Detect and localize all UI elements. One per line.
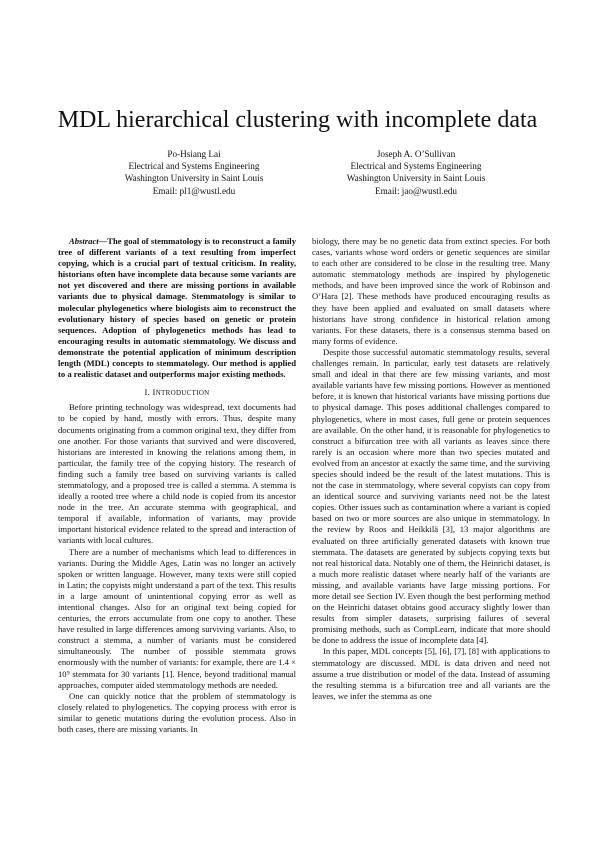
body-paragraph: Despite those successful automatic stemmatology results, several challenges remain. In particular, early test datasets are relatively small and ideal in that there are few missing variants, and most available variants have few missing portions. However as mentioned before, it is known that historical variants have missing portions due to physical damage. This poses additional challenges compared to phylogenetics, where in most cases, full gene or protein sequences are available. On the other hand, it is reasonable for phylogenetics to construct a bifurcation tree with all variants as leaves since there rarely is an occasion where more than two species mutated and evolved from an ancestor at exactly the same time, and the surviving species should indeed be the result of the latest mutations. This is not the case in stemmatology, where several copyists can copy from an identical source and surviving variants need not be the latest copies. Other issues such as contamination where a variant is copied based on two or more sources are also unique in stemmatology. In the review by Roos and Heikkilä [3], 13 major algorithms are evaluated on three artificially generated datasets with known true stemmata. The datasets are generated by subjects copying texts but not real historical data. Notably one of them, the Heinrichi dataset, is a much more realistic dataset where nearly half of the variants are missing, and available variants have large missing portions. For more detail see Section IV. Even though the best performing method on the Heinrichi dataset obtains good accuracy slightly lower than results from simpler datasets, surprising failures of several promising methods, such as CompLearn, indicate that more should be done to address the issue of incomplete data [4]. <box>312 346 550 646</box>
body-paragraph: In this paper, MDL concepts [5], [6], [7], [8] with applications to stemmatology are discussed. MDL is data driven and need not assume a true distribution or model of the data. Instead of assuming the resulting stemma is a bifurcation tree and all variants are the leaves, we infer the stemma as one <box>312 646 550 701</box>
section-first-letter: I <box>152 387 156 398</box>
author-block-1 <box>74 148 314 197</box>
author-university: Washington University in Saint Louis <box>346 173 486 184</box>
right-column <box>312 236 550 702</box>
body-paragraph: biology, there may be no genetic data from extinct species. For both cases, variants whose word orders or genetic sequences are similar to each other are considered to be close in the resulting tree. Many automatic stemmatology methods are inspired by phylogenetic methods, and have been improved since the work of Robinson and O’Hara [2]. These methods have produced encouraging results as they have been applied and evaluated on small datasets where historians have strong confidence in historical relation among variants. For these datasets, there is a consensus stemma based on many forms of evidence. <box>312 236 550 346</box>
section-title-rest: NTRODUCTION <box>155 389 210 398</box>
abstract <box>58 236 296 380</box>
author-email: Email: jao@wustl.edu <box>375 185 457 196</box>
body-paragraph: There are a number of mechanisms which lead to differences in variants. During the Middle Ages, Latin was no longer an actively spoken or written language. However, many texts were still copied in Latin; the copyists might understand a part of the text. This results in a large amount of unintentional copying error as well as intentional changes. Also for an original text being copied for centuries, the errors accumulate from one copy to another. These have resulted in large differences among surviving variants. Also, to construct a stemma, a number of variants must be considered simultaneously. The number of possible stemmata grows enormously with the number of variants: for example, there are 1.4 × 10⁹ stemmata for 30 variants [1]. Hence, beyond traditional manual approaches, computer aided stemmatology methods are needed. <box>58 546 296 690</box>
section-numeral: I. <box>144 387 151 398</box>
author-name: Joseph A. O’Sullivan <box>376 149 456 159</box>
author-university: Washington University in Saint Louis <box>124 173 264 184</box>
left-column <box>58 236 296 735</box>
abstract-text: —The goal of stemmatology is to reconstruct a family tree of different variants of a text resulting from imperfect copying, which is a crucial part of textual criticism. In reality, historians often have incomplete data because some variants are not yet discovered and there are missing portions in available variants due to physical damage. Stemmatology is similar to molecular phylogenetics where biologists aim to reconstruct the evolutionary history of species based on genetic or protein sequences. Adoption of phylogenetics methods has lead to encouraging results in automatic stemmatology. We discuss and demonstrate the potential application of minimum description length (MDL) concepts to stemmatology. Our method is applied to a realistic dataset and outperforms major existing methods. <box>58 236 296 380</box>
author-email: Email: pl1@wustl.edu <box>152 185 236 196</box>
paper-title: MDL hierarchical clustering with incomplete data <box>57 107 538 133</box>
body-paragraph: One can quickly notice that the problem of stemmatology is closely related to phylogenetics. The copying process with error is similar to genetic mutations during the evolution process. Also in both cases, there are missing variants. In <box>58 690 296 735</box>
abstract-label: Abstract <box>69 236 99 246</box>
author-block-2 <box>296 148 536 197</box>
body-paragraph: Before printing technology was widespread, text documents had to be copied by hand, mostly with errors. Thus, despite many documents originating from a common original text, they differ from one another. For those variants that survived and were discovered, historians are interested in knowing the relations among them, in particular, the family tree of the copying history. The research of finding such a family tree based on surviving variants is called stemmatology, and a proposed tree is called a stemma. A stemma is ideally a rooted tree where a child node is copied from its ancestor node in the tree. An accurate stemma with geographical, and temporal if available, information of variants, may provide important historical evidence related to the spread and interaction of variants with local cultures. <box>58 402 296 546</box>
author-department: Electrical and Systems Engineering <box>350 161 482 172</box>
author-name: Po-Hsiang Lai <box>167 149 221 159</box>
author-department: Electrical and Systems Engineering <box>128 161 260 172</box>
section-heading-introduction <box>58 387 296 399</box>
